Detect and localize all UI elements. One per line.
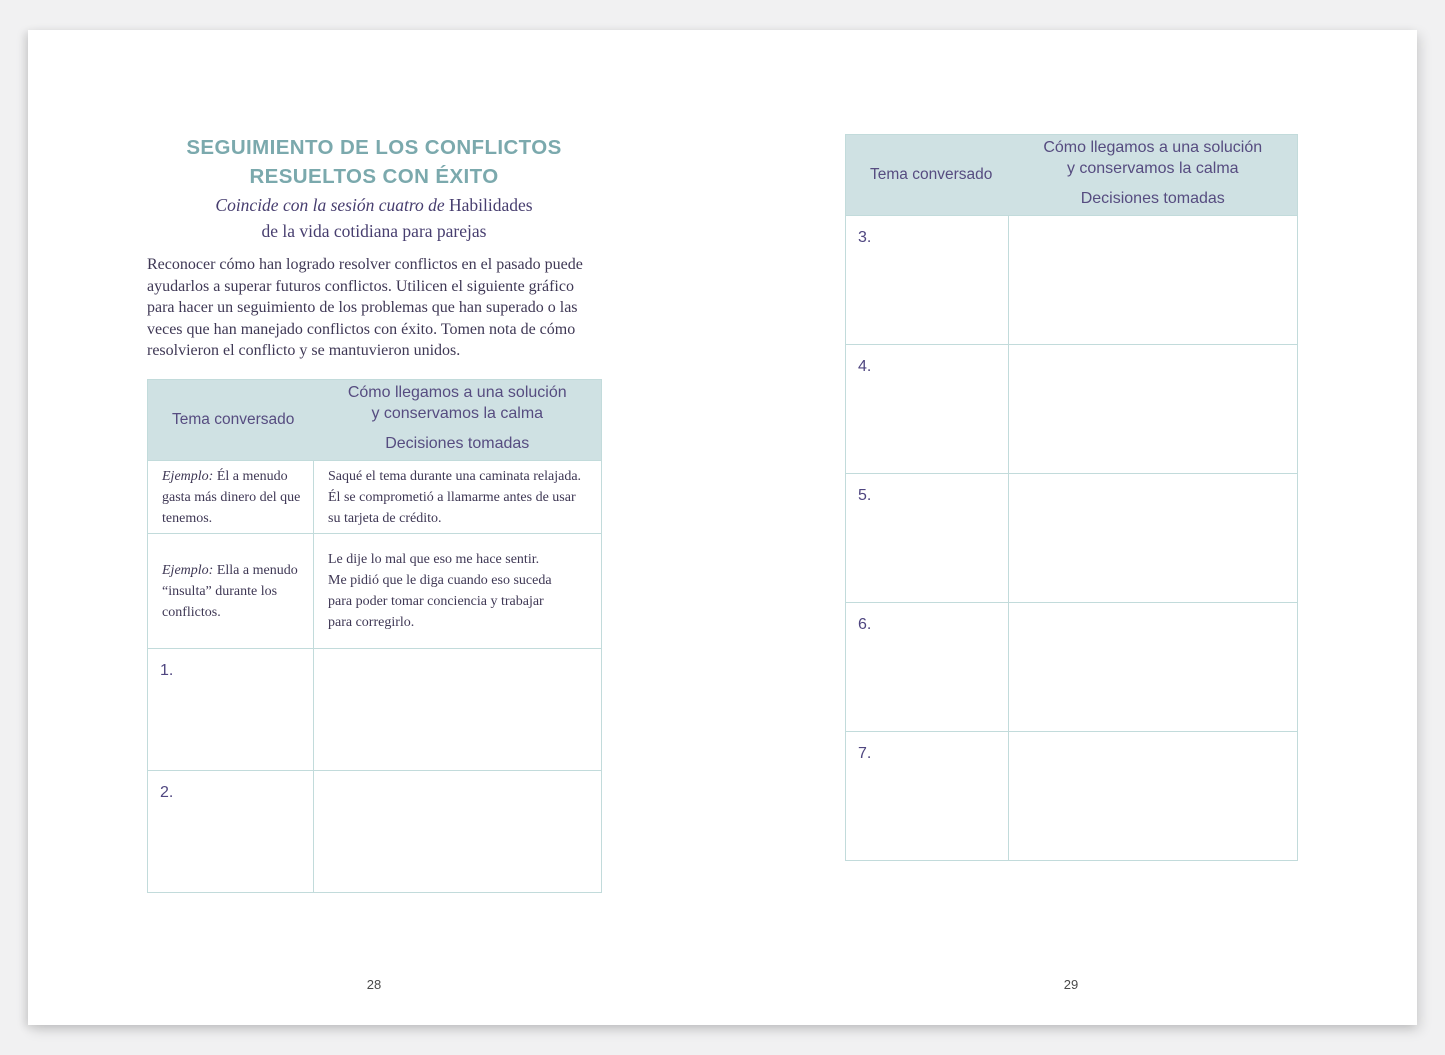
example-row-2 (148, 534, 602, 649)
page-left (147, 30, 601, 1025)
entry-7-solution-cell (1009, 732, 1298, 861)
solution-line: su tarjeta de crédito. (328, 510, 442, 526)
solution-line: Le dije lo mal que eso me hace sentir. (328, 552, 540, 567)
example-2-topic-cell (148, 534, 314, 649)
header-solution (314, 380, 602, 461)
entry-5-topic-cell: 5. (846, 474, 1009, 603)
header-solution-line1: Cómo llegamos a una solución (1043, 139, 1263, 156)
entry-row-4 (846, 345, 1298, 474)
table-header-row (846, 135, 1298, 216)
header-solution (1009, 135, 1298, 216)
example-1-solution-cell (314, 461, 602, 534)
example-label: Ejemplo: (162, 468, 214, 484)
solution-line: Él se comprometió a llamarme antes de usar (328, 489, 576, 505)
entry-4-topic-cell: 4. (846, 345, 1009, 474)
conflict-table-left (147, 379, 602, 893)
solution-line: Me pidió que le diga cuando eso suceda (328, 573, 552, 588)
entry-6-solution-cell (1009, 603, 1298, 732)
book-spread (28, 30, 1417, 1025)
header-topic: Tema conversado (148, 380, 314, 461)
page-subtitle (147, 192, 601, 244)
entry-row-3 (846, 216, 1298, 345)
example-topic-text: Ella a menudo “insulta” durante los conflictos. (162, 562, 298, 620)
header-solution-line1: Cómo llegamos a una solución (347, 384, 567, 401)
subtitle-italic-text: Coincide con la sesión cuatro de (215, 195, 445, 215)
subtitle-regular-text: Habilidades (449, 195, 533, 215)
solution-line: para poder tomar conciencia y trabajar (328, 594, 544, 609)
entry-2-topic-cell: 2. (148, 771, 314, 893)
page-right (845, 30, 1297, 1025)
entry-row-6 (846, 603, 1298, 732)
page-title (147, 133, 601, 191)
entry-3-solution-cell (1009, 216, 1298, 345)
entry-1-solution-cell (314, 649, 602, 771)
entry-row-5 (846, 474, 1298, 603)
example-topic-text: Él a menudo gasta más dinero del que tenemos. (162, 468, 301, 526)
page-subtitle-line1 (147, 192, 601, 218)
entry-3-topic-cell: 3. (846, 216, 1009, 345)
example-1-topic-cell (148, 461, 314, 534)
entry-1-topic-cell: 1. (148, 649, 314, 771)
entry-row-1 (148, 649, 602, 771)
example-row-1 (148, 461, 602, 534)
conflict-table-right (845, 134, 1298, 861)
header-solution-line2: y conservamos la calma (1066, 160, 1239, 177)
entry-2-solution-cell (314, 771, 602, 893)
page-number-right: 29 (1063, 977, 1079, 992)
entry-4-solution-cell (1009, 345, 1298, 474)
solution-line: Saqué el tema durante una caminata relajada. (328, 468, 582, 484)
page-title-line2: RESUELTOS CON ÉXITO (249, 165, 499, 188)
entry-row-2 (148, 771, 602, 893)
solution-line: para corregirlo. (328, 615, 415, 630)
header-topic: Tema conversado (846, 135, 1009, 216)
example-2-solution-cell (314, 534, 602, 649)
header-decisions: Decisiones tomadas (385, 435, 530, 452)
header-solution-line2: y conservamos la calma (371, 405, 544, 422)
header-decisions: Decisiones tomadas (1080, 190, 1225, 207)
entry-5-solution-cell (1009, 474, 1298, 603)
entry-6-topic-cell: 6. (846, 603, 1009, 732)
table-header-row (148, 380, 602, 461)
entry-7-topic-cell: 7. (846, 732, 1009, 861)
page-title-line1: SEGUIMIENTO DE LOS CONFLICTOS (186, 136, 562, 159)
entry-row-7 (846, 732, 1298, 861)
page-number-left: 28 (366, 977, 382, 992)
intro-paragraph: Reconocer cómo han logrado resolver conflictos en el pasado puede ayudarlos a superar futuros conflictos. Utilicen el siguiente gráfico para hacer un seguimiento de los problemas que han superado o las veces que han manejado conflictos con éxito. Tomen nota de cómo resolvieron el conflicto y se mantuvieron unidos. (147, 256, 583, 360)
example-label: Ejemplo: (162, 562, 214, 578)
page-subtitle-line2: de la vida cotidiana para parejas (261, 221, 487, 241)
